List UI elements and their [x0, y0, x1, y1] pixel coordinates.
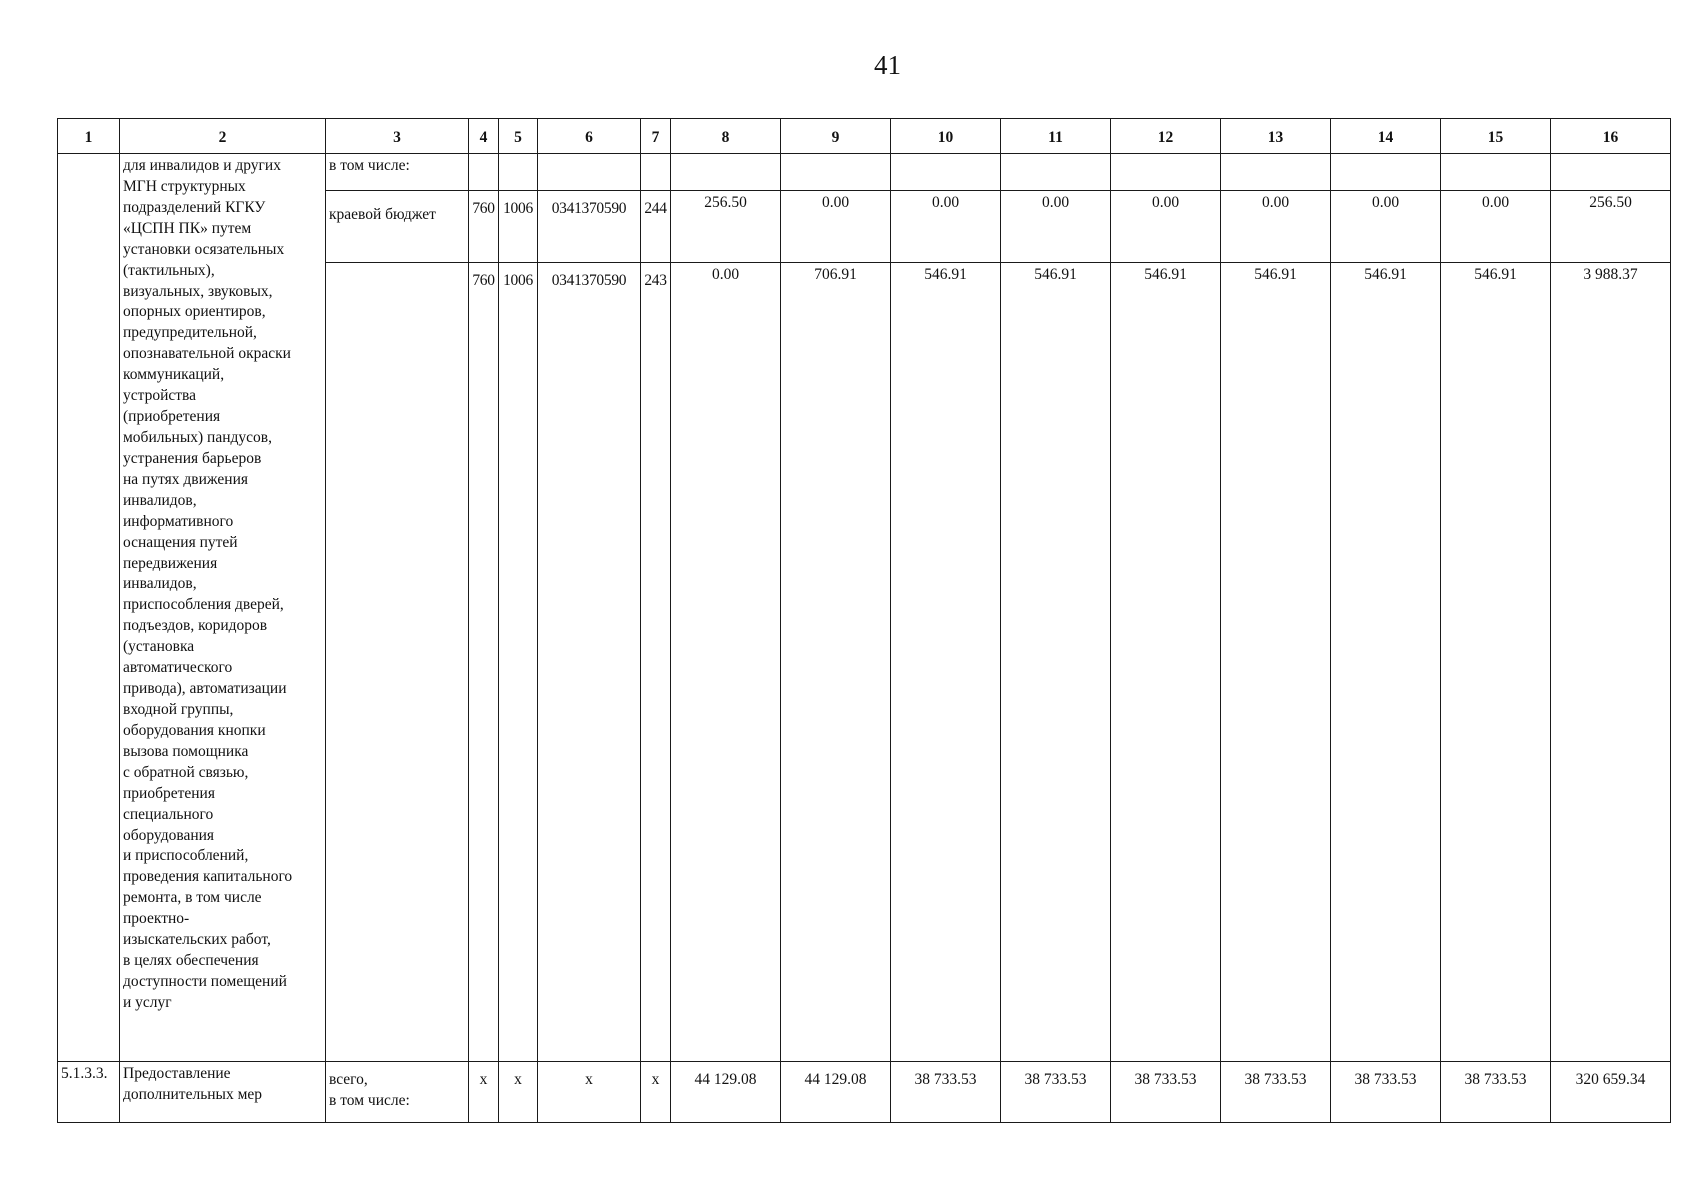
description-line: установки осязательных: [123, 240, 285, 258]
description-line: инвалидов,: [123, 575, 197, 593]
budget-table: [57, 118, 1671, 1123]
amount-cell: 44 129.08: [781, 1062, 891, 1123]
grbs-cell: x: [469, 1062, 499, 1123]
header-cell: 3: [326, 119, 469, 154]
rzpr-cell: [499, 154, 538, 191]
description-line: доступности помещений: [123, 972, 287, 990]
description-line: проведения капитального: [123, 868, 293, 886]
source-cell: краевой бюджет: [326, 191, 469, 263]
grbs-cell: 760: [469, 191, 499, 263]
header-cell: 1: [58, 119, 120, 154]
header-cell: 16: [1551, 119, 1671, 154]
amount-cell: 0.00: [671, 263, 781, 1062]
amount-cell: 38 733.53: [891, 1062, 1001, 1123]
header-cell: 10: [891, 119, 1001, 154]
description-line: для инвалидов и других: [123, 157, 281, 174]
description-line: приспособления дверей,: [123, 596, 284, 614]
description-line: устройства: [123, 387, 197, 405]
rzpr-cell: 1006: [499, 263, 538, 1062]
rzpr-cell: 1006: [499, 191, 538, 263]
amount-cell: 546.91: [1001, 263, 1111, 1062]
description-line: оборудования: [123, 826, 215, 844]
amount-cell: [1331, 154, 1441, 191]
description-line: специального: [123, 805, 214, 823]
description-line: на путях движения: [123, 470, 249, 488]
description-line: предупредительной,: [123, 324, 257, 342]
amount-cell: [781, 154, 891, 191]
amount-cell: [891, 154, 1001, 191]
description-line: изыскательских работ,: [123, 931, 271, 949]
csr-cell: [538, 154, 641, 191]
description-line: входной группы,: [123, 700, 234, 718]
amount-cell: [671, 154, 781, 191]
header-cell: 13: [1221, 119, 1331, 154]
header-cell: 5: [499, 119, 538, 154]
header-cell: 11: [1001, 119, 1111, 154]
description-line: опознавательной окраски: [123, 345, 291, 363]
amount-cell: 0.00: [891, 191, 1001, 263]
source-cell: [326, 263, 469, 1062]
amount-cell: 0.00: [1331, 191, 1441, 263]
amount-cell: 38 733.53: [1111, 1062, 1221, 1123]
csr-cell: x: [538, 1062, 641, 1123]
header-cell: 14: [1331, 119, 1441, 154]
header-cell: 4: [469, 119, 499, 154]
description-line: привода), автоматизации: [123, 680, 287, 698]
description-line: в целях обеспечения: [123, 952, 259, 970]
amount-cell: [1221, 154, 1331, 191]
description-line: и услуг: [123, 993, 172, 1011]
vr-cell: [641, 154, 671, 191]
description-line: передвижения: [123, 554, 218, 572]
description-line: МГН структурных: [123, 177, 246, 195]
grbs-cell: [469, 154, 499, 191]
description-line: оборудования кнопки: [123, 721, 266, 739]
vr-cell: 243: [641, 263, 671, 1062]
source-cell: в том числе:: [326, 154, 469, 191]
source-line: в том числе:: [329, 1091, 410, 1109]
description-line: с обратной связью,: [123, 763, 249, 781]
description-line: подъездов, коридоров: [123, 617, 268, 635]
header-row: [58, 119, 1671, 154]
amount-cell: 546.91: [1221, 263, 1331, 1062]
description-line: приобретения: [123, 784, 215, 802]
description-line: коммуникаций,: [123, 366, 225, 384]
amount-cell: 3 988.37: [1551, 263, 1671, 1062]
amount-cell: [1001, 154, 1111, 191]
description-line: информативного: [123, 512, 234, 530]
amount-cell: 0.00: [1441, 191, 1551, 263]
amount-cell: 546.91: [1331, 263, 1441, 1062]
description-line: ремонта, в том числе: [123, 889, 262, 907]
amount-cell: 0.00: [1221, 191, 1331, 263]
description-line: подразделений КГКУ: [123, 198, 266, 216]
table-row: [58, 1062, 1671, 1123]
header-cell: 15: [1441, 119, 1551, 154]
description-line: (установка: [123, 638, 195, 656]
description-line: устранения барьеров: [123, 449, 262, 467]
amount-cell: 256.50: [1551, 191, 1671, 263]
amount-cell: 320 659.34: [1551, 1062, 1671, 1123]
amount-cell: 256.50: [671, 191, 781, 263]
amount-cell: 0.00: [1111, 191, 1221, 263]
amount-cell: 38 733.53: [1221, 1062, 1331, 1123]
vr-cell: x: [641, 1062, 671, 1123]
description-line: и приспособлений,: [123, 847, 249, 865]
description-line: визуальных, звуковых,: [123, 282, 273, 300]
amount-cell: [1441, 154, 1551, 191]
amount-cell: 546.91: [1111, 263, 1221, 1062]
amount-cell: [1111, 154, 1221, 191]
amount-cell: 44 129.08: [671, 1062, 781, 1123]
description-line: проектно-: [123, 910, 190, 928]
description-line: (приобретения: [123, 408, 221, 426]
description-line: (тактильных),: [123, 261, 215, 279]
csr-cell: 0341370590: [538, 191, 641, 263]
table-row: [58, 154, 1671, 191]
amount-cell: 546.91: [891, 263, 1001, 1062]
header-cell: 2: [120, 119, 326, 154]
item-description-cell: [120, 1062, 326, 1123]
page-number: 41: [874, 50, 901, 80]
source-cell: [326, 1062, 469, 1123]
amount-cell: 706.91: [781, 263, 891, 1062]
description-line: Предоставление: [123, 1065, 231, 1082]
item-code-cell: 5.1.3.3.: [58, 1062, 120, 1123]
rzpr-cell: x: [499, 1062, 538, 1123]
description-line: вызова помощника: [123, 742, 249, 760]
amount-cell: 38 733.53: [1331, 1062, 1441, 1123]
description-line: дополнительных мер: [123, 1085, 263, 1103]
item-description-cell: [120, 154, 326, 1062]
header-cell: 12: [1111, 119, 1221, 154]
amount-cell: 38 733.53: [1001, 1062, 1111, 1123]
header-cell: 6: [538, 119, 641, 154]
grbs-cell: 760: [469, 263, 499, 1062]
item-code-cell: [58, 154, 120, 1062]
description-line: оснащения путей: [123, 533, 238, 551]
description-line: мобильных) пандусов,: [123, 428, 272, 446]
vr-cell: 244: [641, 191, 671, 263]
amount-cell: 0.00: [781, 191, 891, 263]
description-line: опорных ориентиров,: [123, 303, 266, 321]
header-cell: 9: [781, 119, 891, 154]
csr-cell: 0341370590: [538, 263, 641, 1062]
header-cell: 7: [641, 119, 671, 154]
description-line: «ЦСПН ПК» путем: [123, 219, 252, 237]
description-line: инвалидов,: [123, 491, 197, 509]
description-line: автоматического: [123, 659, 233, 677]
amount-cell: 38 733.53: [1441, 1062, 1551, 1123]
source-line: всего,: [329, 1071, 368, 1088]
amount-cell: 0.00: [1001, 191, 1111, 263]
amount-cell: [1551, 154, 1671, 191]
header-cell: 8: [671, 119, 781, 154]
amount-cell: 546.91: [1441, 263, 1551, 1062]
